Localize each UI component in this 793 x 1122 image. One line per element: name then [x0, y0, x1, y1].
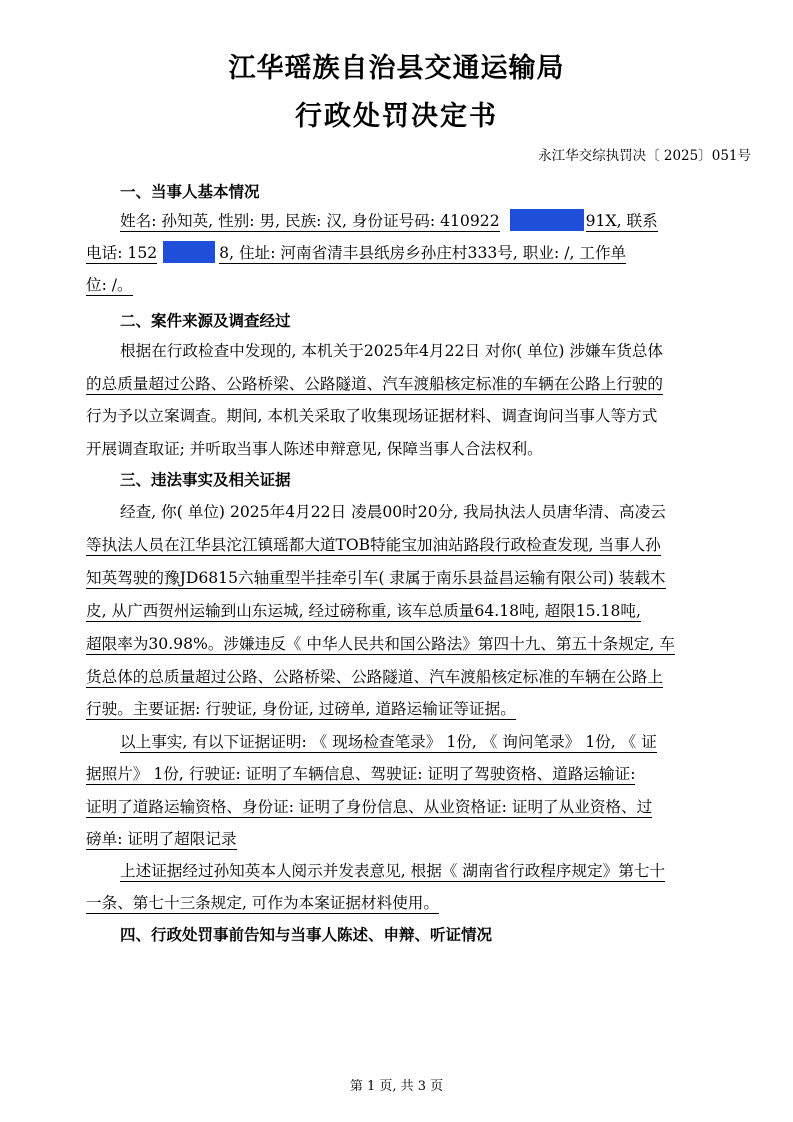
evidence-text: 证明了道路运输资格、身份证: 证明了身份信息、从业资格证: 证明了从业资格、过	[86, 798, 653, 816]
party-info-text: 8, 住址: 河南省清丰县纸房乡孙庄村333号, 职业: /, 工作单	[219, 244, 627, 262]
facts-text: 超限率为30.98%。涉嫌违反《 中华人民共和国公路法》第四十九、第五十条规定, 车	[86, 635, 675, 653]
party-info-text: 姓名: 孙知英, 性别: 男, 民族: 汉, 身份证号码: 410922	[120, 212, 500, 230]
facts-line	[86, 665, 663, 687]
facts-line	[86, 632, 675, 654]
evidence-conclusion-text: 一条、第七十三条规定, 可作为本案证据材料使用。	[86, 894, 439, 912]
party-info-text: 91X, 联系	[585, 212, 658, 230]
facts-text: 皮, 从广西贺州运输到山东运城, 经过磅称重, 该车总质量64.18吨, 超限15.18吨,	[86, 602, 641, 620]
case-source-line: 开展调查取证; 并听取当事人陈述申辩意见, 保障当事人合法权利。	[86, 440, 543, 458]
party-info-line-3	[86, 273, 133, 295]
evidence-text: 磅单: 证明了超限记录	[86, 830, 237, 848]
evidence-conclusion-line	[120, 859, 665, 881]
doc-number: 永江华交综执罚决〔 2025〕051号	[538, 148, 751, 164]
doc-title: 行政处罚决定书	[295, 101, 498, 132]
evidence-line	[86, 762, 635, 784]
facts-text: 知英驾驶的豫JD6815六轴重型半挂牵引车( 隶属于南乐县益昌运输有限公司) 装载木	[86, 569, 666, 587]
party-info-text: 位: /。	[86, 276, 133, 294]
section-3-heading: 三、违法事实及相关证据	[120, 471, 291, 489]
party-info-line-2	[86, 241, 626, 263]
evidence-conclusion-line	[86, 891, 439, 913]
party-info-text: 电话: 152	[86, 244, 158, 262]
evidence-conclusion-text: 上述证据经过孙知英本人阅示并发表意见, 根据《 湖南省行政程序规定》第七十	[120, 862, 666, 880]
party-info-line-1	[120, 209, 658, 231]
case-source-text: 的总质量超过公路、公路桥梁、公路隧道、汽车渡船核定标准的车辆在公路上行驶的	[86, 375, 663, 393]
page-number: 第 1 页, 共 3 页	[349, 1079, 444, 1094]
facts-line	[86, 533, 661, 555]
evidence-line	[86, 827, 237, 849]
case-source-line: 行为予以立案调查。期间, 本机关采取了收集现场证据材料、调查询问当事人等方式	[86, 407, 658, 425]
facts-line	[86, 566, 666, 588]
facts-line	[86, 599, 641, 621]
case-source-line	[86, 372, 663, 394]
facts-text: 行驶。主要证据: 行驶证, 身份证, 过磅单, 道路运输证等证据。	[86, 700, 516, 718]
section-4-heading: 四、行政处罚事前告知与当事人陈述、申辩、听证情况	[120, 926, 493, 944]
facts-line: 经查, 你( 单位) 2025年4月22日 凌晨00时20分, 我局执法人员唐华清、高凌云	[120, 503, 666, 521]
case-source-line: 根据在行政检查中发现的, 本机关于2025年4月22日 对你( 单位) 涉嫌车货总体	[120, 342, 664, 360]
section-2-heading: 二、案件来源及调查经过	[120, 312, 291, 330]
evidence-text: 据照片》 1份, 行驶证: 证明了车辆信息、驾驶证: 证明了驾驶资格、道路运输证:	[86, 765, 636, 783]
facts-text: 等执法人员在江华县沱江镇瑶都大道TOB特能宝加油站路段行政检查发现, 当事人孙	[86, 536, 661, 554]
evidence-line	[86, 795, 652, 817]
doc-title-agency: 江华瑶族自治县交通运输局	[228, 53, 565, 84]
facts-line	[86, 697, 516, 719]
redaction-block	[510, 209, 584, 231]
facts-text: 货总体的总质量超过公路、公路桥梁、公路隧道、汽车渡船核定标准的车辆在公路上	[86, 668, 663, 686]
evidence-line	[120, 730, 657, 752]
redaction-block	[163, 241, 215, 263]
section-1-heading: 一、当事人基本情况	[120, 183, 260, 201]
evidence-text: 以上事实, 有以下证据证明: 《 现场检查笔录》 1份, 《 询问笔录》 1份, 《 证	[120, 733, 657, 751]
